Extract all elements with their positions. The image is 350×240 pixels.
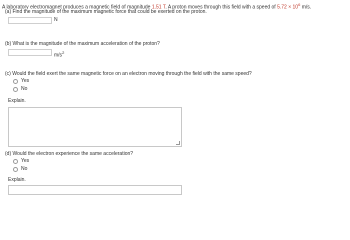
field-value: 1.51 T: [151, 4, 166, 11]
part-c-explain-label: Explain.: [8, 98, 26, 104]
part-a-unit: N: [54, 17, 58, 23]
resize-handle-icon[interactable]: [176, 141, 180, 145]
speed-unit: m/s.: [300, 4, 312, 11]
part-d-option-yes[interactable]: [13, 158, 29, 165]
part-c-option-yes[interactable]: [13, 78, 29, 85]
part-b-unit: [54, 49, 64, 60]
intro-text-1: A laboratory electromagnet produces a magnetic field of magnitude: [2, 4, 152, 11]
radio-button[interactable]: [13, 159, 18, 164]
option-label: Yes: [21, 78, 30, 84]
speed-value: 5.72 × 10: [277, 4, 299, 11]
part-d-explain-label: Explain.: [8, 177, 26, 183]
option-label: No: [21, 166, 28, 172]
part-b-answer-input[interactable]: [8, 49, 52, 56]
part-a-answer-input[interactable]: [8, 17, 52, 24]
radio-button[interactable]: [13, 167, 18, 172]
part-b-question: (b) What is the magnitude of the maximum acceleration of the proton?: [5, 41, 160, 47]
part-b-unit-base: m/s: [54, 52, 63, 59]
part-c-explain-textarea[interactable]: [8, 107, 182, 147]
part-c-question: (c) Would the field exert the same magnetic force on an electron moving through the field with the same speed?: [5, 71, 252, 77]
part-a-question: (a) Find the magnitude of the maximum magnetic force that could be exerted on the proton.: [5, 9, 207, 15]
part-b-unit-exponent: 2: [62, 50, 65, 55]
radio-button[interactable]: [13, 87, 18, 92]
part-d-question: (d) Would the electron experience the same acceleration?: [5, 151, 134, 157]
part-d-explain-textarea[interactable]: [8, 185, 182, 195]
option-label: No: [21, 86, 28, 92]
speed-exponent: 6: [298, 2, 301, 7]
option-label: Yes: [21, 158, 30, 164]
part-c-option-no[interactable]: [13, 86, 27, 93]
part-d-option-no[interactable]: [13, 166, 27, 173]
intro-text-2: . A proton moves through this field with a speed of: [165, 4, 278, 11]
radio-button[interactable]: [13, 79, 18, 84]
